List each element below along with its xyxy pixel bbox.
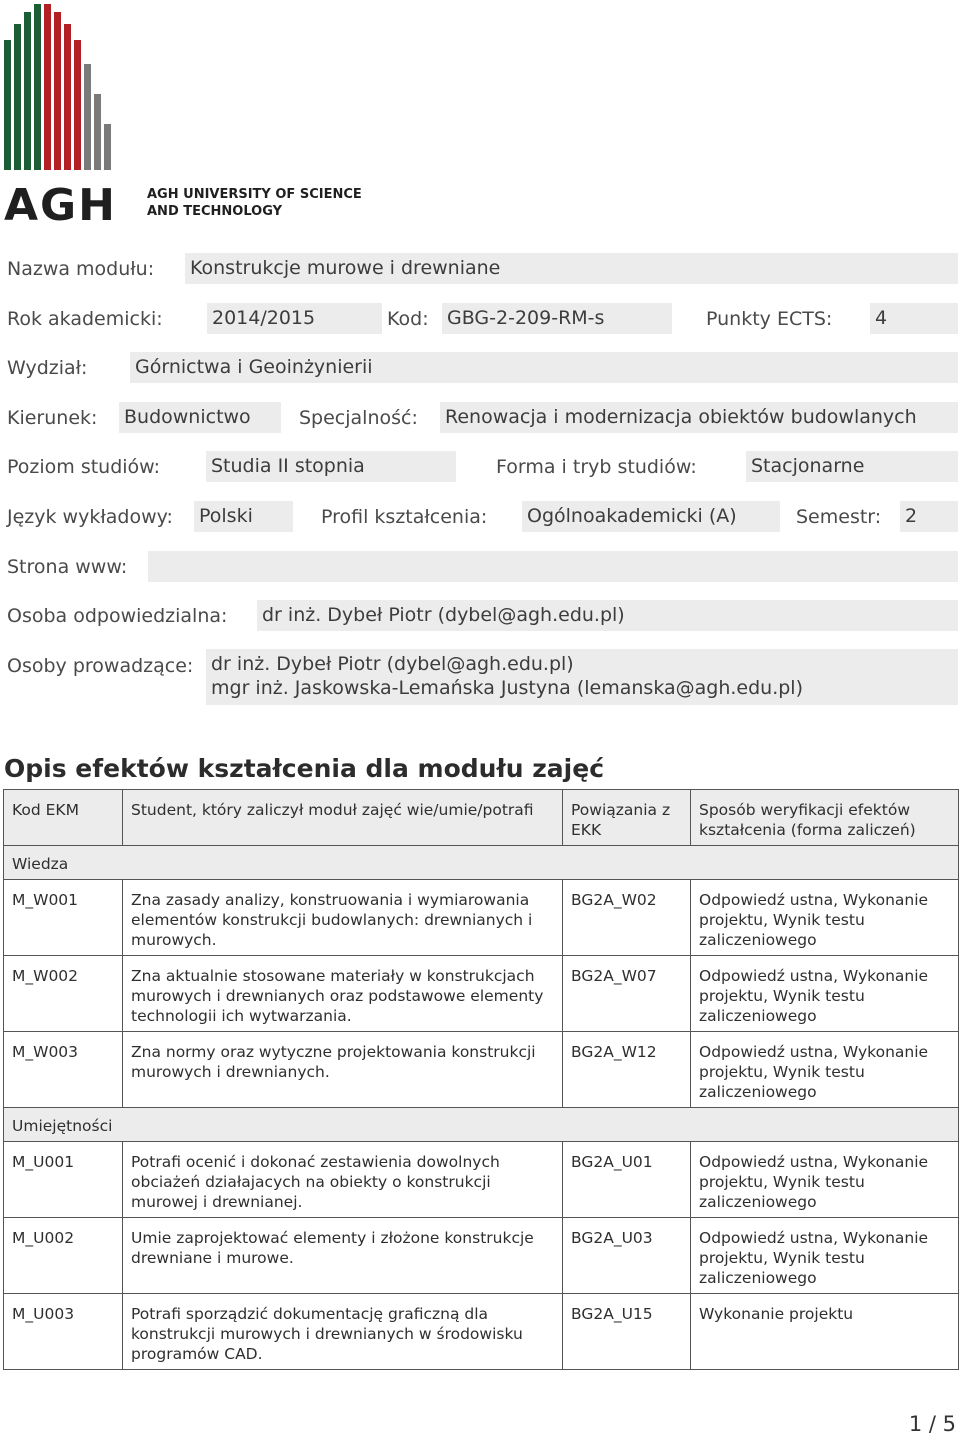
profile-value: Ogólnoakademicki (A)	[522, 501, 780, 532]
cell-ekk: BG2A_W02	[563, 880, 691, 956]
category-row	[4, 846, 959, 880]
faculty-label: Wydział:	[7, 357, 88, 379]
language-value: Polski	[194, 501, 293, 532]
level-value: Studia II stopnia	[206, 451, 456, 482]
cell-code: M_U001	[4, 1142, 123, 1218]
section-title: Opis efektów kształcenia dla modułu zajęć	[4, 754, 605, 783]
major-value: Budownictwo	[119, 402, 281, 433]
agh-logo-text: AGH	[4, 180, 117, 231]
cell-description: Potrafi sporządzić dokumentację graficzną dla konstrukcji murowych i drewnianych w środowisku programów CAD.	[123, 1294, 563, 1370]
header-description: Student, który zaliczył moduł zajęć wie/umie/potrafi	[123, 790, 563, 846]
table-row	[4, 956, 959, 1032]
category-row	[4, 1108, 959, 1142]
table-row	[4, 1142, 959, 1218]
header-ekk: Powiązania z EKK	[563, 790, 691, 846]
category-label: Wiedza	[4, 846, 959, 880]
cell-verification: Wykonanie projektu	[691, 1294, 959, 1370]
semester-label: Semestr:	[796, 506, 882, 528]
category-label: Umiejętności	[4, 1108, 959, 1142]
learning-outcomes-table	[3, 789, 959, 1370]
specialty-label: Specjalność:	[299, 407, 418, 429]
cell-ekk: BG2A_U03	[563, 1218, 691, 1294]
table-row	[4, 1294, 959, 1370]
cell-verification: Odpowiedź ustna, Wykonanie projektu, Wynik testu zaliczeniowego	[691, 1142, 959, 1218]
cell-verification: Odpowiedź ustna, Wykonanie projektu, Wynik testu zaliczeniowego	[691, 956, 959, 1032]
academic-year-label: Rok akademicki:	[7, 308, 163, 330]
table-header-row	[4, 790, 959, 846]
cell-code: M_U003	[4, 1294, 123, 1370]
module-name-value: Konstrukcje murowe i drewniane	[185, 253, 958, 284]
cell-ekk: BG2A_U01	[563, 1142, 691, 1218]
academic-year-value: 2014/2015	[207, 303, 382, 334]
mode-value: Stacjonarne	[746, 451, 958, 482]
header-verification: Sposób weryfikacji efektów kształcenia (forma zaliczeń)	[691, 790, 959, 846]
teachers-label: Osoby prowadzące:	[7, 655, 194, 677]
cell-ekk: BG2A_W12	[563, 1032, 691, 1108]
semester-value: 2	[900, 501, 958, 532]
ects-label: Punkty ECTS:	[706, 308, 833, 330]
cell-verification: Odpowiedź ustna, Wykonanie projektu, Wynik testu zaliczeniowego	[691, 880, 959, 956]
page-number: 1 / 5	[908, 1412, 956, 1436]
code-label: Kod:	[387, 308, 429, 330]
mode-label: Forma i tryb studiów:	[496, 456, 697, 478]
major-label: Kierunek:	[7, 407, 98, 429]
faculty-value: Górnictwa i Geoinżynierii	[130, 352, 958, 383]
profile-label: Profil kształcenia:	[321, 506, 488, 528]
cell-code: M_W002	[4, 956, 123, 1032]
language-label: Język wykładowy:	[7, 506, 173, 528]
cell-verification: Odpowiedź ustna, Wykonanie projektu, Wynik testu zaliczeniowego	[691, 1032, 959, 1108]
cell-description: Zna aktualnie stosowane materiały w konstrukcjach murowych i drewnianych oraz podstawowe elementy technologii ich wytwarzania.	[123, 956, 563, 1032]
cell-code: M_W001	[4, 880, 123, 956]
www-value[interactable]	[148, 551, 958, 582]
cell-ekk: BG2A_W07	[563, 956, 691, 1032]
www-label: Strona www:	[7, 556, 128, 578]
teachers-value	[206, 649, 958, 705]
responsible-label: Osoba odpowiedzialna:	[7, 605, 228, 627]
agh-logo-emblem	[2, 4, 118, 172]
university-name: AGH UNIVERSITY OF SCIENCE AND TECHNOLOGY	[147, 187, 362, 219]
cell-description: Umie zaprojektować elementy i złożone konstrukcje drewniane i murowe.	[123, 1218, 563, 1294]
table-row	[4, 880, 959, 956]
cell-code: M_W003	[4, 1032, 123, 1108]
cell-description: Zna zasady analizy, konstruowania i wymiarowania elementów konstrukcji budowlanych: drewnianych i murowych.	[123, 880, 563, 956]
cell-code: M_U002	[4, 1218, 123, 1294]
module-name-label: Nazwa modułu:	[7, 258, 155, 280]
teacher-item: mgr inż. Jaskowska-Lemańska Justyna (lemanska@agh.edu.pl)	[211, 677, 803, 699]
specialty-value: Renowacja i modernizacja obiektów budowlanych	[440, 402, 958, 433]
cell-description: Zna normy oraz wytyczne projektowania konstrukcji murowych i drewnianych.	[123, 1032, 563, 1108]
table-row	[4, 1032, 959, 1108]
responsible-value: dr inż. Dybeł Piotr (dybel@agh.edu.pl)	[257, 600, 958, 631]
cell-description: Potrafi ocenić i dokonać zestawienia dowolnych obciażeń działajacych na obiekty o konstrukcji murowej i drewnianej.	[123, 1142, 563, 1218]
table-row	[4, 1218, 959, 1294]
teacher-item: dr inż. Dybeł Piotr (dybel@agh.edu.pl)	[211, 653, 574, 675]
ects-value: 4	[870, 303, 958, 334]
cell-ekk: BG2A_U15	[563, 1294, 691, 1370]
header-code: Kod EKM	[4, 790, 123, 846]
cell-verification: Odpowiedź ustna, Wykonanie projektu, Wynik testu zaliczeniowego	[691, 1218, 959, 1294]
level-label: Poziom studiów:	[7, 456, 161, 478]
code-value: GBG-2-209-RM-s	[442, 303, 672, 334]
